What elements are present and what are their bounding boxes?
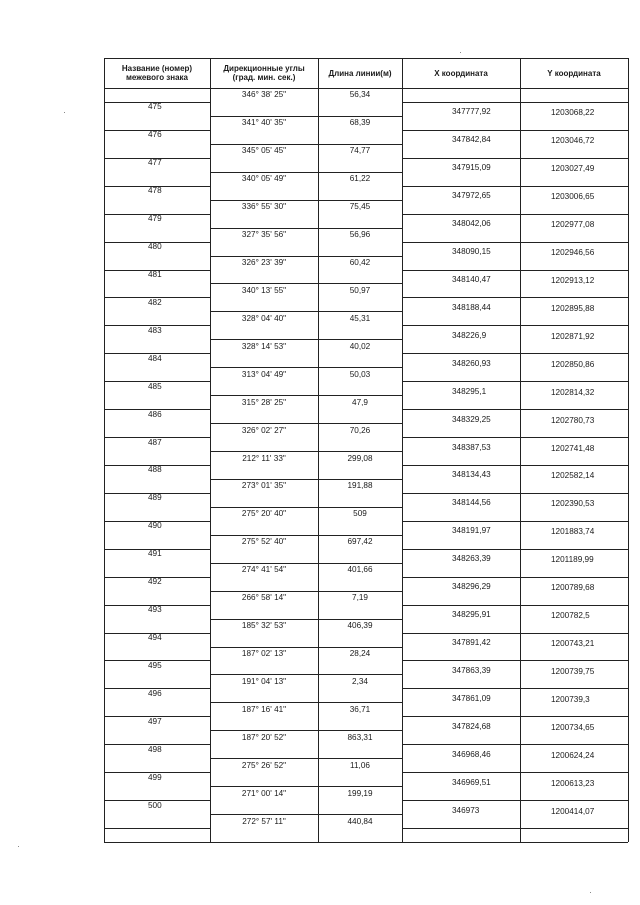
direction-angle-cell: 336° 55' 30" (241, 202, 287, 212)
point-name-cell: 477 (148, 158, 162, 168)
direction-angle-cell: 275° 20' 40" (241, 509, 287, 519)
point-name-cell: 490 (148, 521, 162, 531)
x-coordinate-cell: 347891,42 (452, 638, 491, 648)
x-coordinate-cell: 348191,97 (452, 526, 491, 536)
header-point-name: Название (номер) межевого знака (121, 64, 193, 82)
y-coordinate-cell: 1203046,72 (551, 136, 595, 146)
line-length-cell: 440,84 (347, 816, 373, 826)
line-length-cell: 74,77 (349, 146, 371, 156)
column-rule-1 (210, 58, 211, 842)
line-length-cell: 47,9 (352, 397, 368, 407)
point-name-cell: 489 (148, 493, 162, 503)
segment-row-rule (210, 507, 402, 508)
y-coordinate-cell: 1202814,32 (551, 387, 595, 397)
x-coordinate-cell: 348263,39 (452, 554, 491, 564)
x-coordinate-cell: 348329,25 (452, 414, 491, 424)
segment-row-rule (210, 116, 402, 117)
direction-angle-cell: 274° 41' 54" (241, 565, 287, 575)
direction-angle-cell: 328° 14' 53" (241, 341, 287, 351)
direction-angle-cell: 341° 40' 35" (241, 118, 287, 128)
coord-row-rule (402, 409, 628, 410)
coord-row-rule (402, 325, 628, 326)
header-y-coordinate: Y координата (547, 68, 601, 78)
direction-angle-cell: 187° 16' 41" (241, 704, 287, 714)
coord-row-rule (402, 297, 628, 298)
coord-row-rule (402, 186, 628, 187)
line-length-cell: 299,08 (347, 453, 373, 463)
segment-row-rule (210, 200, 402, 201)
line-length-cell: 75,45 (349, 202, 371, 212)
header-bottom-rule (104, 88, 628, 89)
x-coordinate-cell: 347863,39 (452, 665, 491, 675)
x-coordinate-cell: 348295,91 (452, 610, 491, 620)
y-coordinate-cell: 1202977,08 (551, 220, 595, 230)
line-length-cell: 406,39 (347, 621, 373, 631)
segment-row-rule (210, 479, 402, 480)
x-coordinate-cell: 348140,47 (452, 275, 491, 284)
direction-angle-cell: 275° 52' 40" (241, 537, 287, 547)
segment-row-rule (210, 535, 402, 536)
coord-row-rule (402, 102, 628, 103)
line-length-cell: 68,39 (349, 118, 371, 128)
y-coordinate-cell: 1203027,49 (551, 164, 595, 174)
y-coordinate-cell: 1201189,99 (551, 555, 594, 565)
segment-row-rule (210, 758, 402, 759)
line-length-cell: 56,96 (349, 230, 371, 240)
segment-row-rule (210, 172, 402, 173)
segment-row-rule (210, 702, 402, 703)
point-name-cell: 498 (148, 744, 162, 754)
point-name-cell: 484 (148, 353, 162, 363)
line-length-cell: 863,31 (347, 732, 373, 742)
x-coordinate-cell: 347777,92 (452, 107, 491, 117)
table-bottom-rule (104, 842, 628, 843)
x-coordinate-cell: 348226,9 (452, 330, 487, 340)
y-coordinate-cell: 1202946,56 (551, 248, 595, 258)
point-name-cell: 497 (148, 716, 162, 726)
line-length-cell: 28,24 (349, 649, 371, 658)
x-coordinate-cell: 347861,09 (452, 693, 491, 703)
coord-row-rule (402, 493, 628, 494)
line-length-cell: 45,31 (349, 313, 371, 323)
column-rule-5 (628, 58, 629, 842)
segment-row-rule (210, 367, 402, 368)
point-name-cell: 482 (148, 297, 162, 307)
y-coordinate-cell: 1200789,68 (551, 583, 595, 593)
x-coordinate-cell: 346968,46 (452, 749, 491, 759)
x-coordinate-cell: 346973 (452, 805, 480, 815)
line-length-cell: 509 (353, 509, 367, 519)
y-coordinate-cell: 1202741,48 (551, 443, 595, 453)
line-length-cell: 50,03 (349, 369, 371, 379)
direction-angle-cell: 346° 38' 25" (241, 90, 287, 100)
line-length-cell: 70,26 (349, 425, 371, 435)
direction-angle-cell: 326° 23' 39" (241, 258, 287, 268)
segment-row-rule (210, 311, 402, 312)
point-name-cell: 493 (148, 605, 162, 615)
segment-row-rule (210, 451, 402, 452)
point-name-cell: 478 (148, 186, 162, 196)
point-name-cell: 481 (148, 270, 162, 279)
direction-angle-cell: 275° 26' 52" (241, 760, 287, 770)
header-direction-angle: Дирекционные углы (град. мин. сек.) (223, 64, 305, 82)
point-name-cell: 487 (148, 437, 162, 447)
point-name-cell: 495 (148, 660, 162, 670)
name-row-rule (104, 828, 210, 829)
point-name-cell: 488 (148, 465, 162, 475)
column-rule-3 (402, 58, 403, 842)
segment-row-rule (210, 619, 402, 620)
coord-row-rule (402, 242, 628, 243)
segment-row-rule (210, 228, 402, 229)
coord-row-rule (402, 381, 628, 382)
direction-angle-cell: 340° 13' 55" (241, 285, 287, 295)
coord-row-rule (402, 577, 628, 578)
x-coordinate-cell: 348260,93 (452, 358, 491, 368)
coord-row-rule (402, 633, 628, 634)
point-name-cell: 475 (148, 102, 162, 112)
segment-row-rule (210, 647, 402, 648)
coord-row-rule (402, 688, 628, 689)
y-coordinate-cell: 1203006,65 (551, 192, 595, 202)
direction-angle-cell: 326° 02' 27" (241, 425, 287, 435)
point-name-cell: 485 (148, 381, 162, 391)
coord-row-rule (402, 772, 628, 773)
coord-row-rule (402, 660, 628, 661)
x-coordinate-cell: 348188,44 (452, 302, 491, 312)
coord-row-rule (402, 353, 628, 354)
coord-row-rule (402, 744, 628, 745)
segment-row-rule (210, 283, 402, 284)
direction-angle-cell: 313° 04' 49" (241, 369, 287, 379)
direction-angle-cell: 340° 05' 49" (241, 174, 287, 184)
line-length-cell: 2,34 (352, 676, 368, 686)
coord-row-rule (402, 800, 628, 801)
y-coordinate-cell: 1200414,07 (551, 806, 595, 816)
line-length-cell: 7,19 (352, 593, 368, 603)
coord-row-rule (402, 437, 628, 438)
point-name-cell: 476 (148, 130, 162, 140)
direction-angle-cell: 328° 04' 40" (241, 313, 287, 323)
x-coordinate-cell: 347972,65 (452, 191, 491, 201)
point-name-cell: 500 (148, 800, 162, 810)
y-coordinate-cell: 1202871,92 (551, 331, 595, 341)
direction-angle-cell: 185° 32' 53" (241, 621, 287, 631)
line-length-cell: 36,71 (349, 704, 371, 714)
y-coordinate-cell: 1200739,75 (551, 666, 595, 676)
point-name-cell: 494 (148, 633, 162, 643)
y-coordinate-cell: 1202895,88 (551, 303, 595, 313)
line-length-cell: 199,19 (347, 788, 373, 798)
direction-angle-cell: 327° 35' 56" (241, 230, 287, 240)
direction-angle-cell: 271° 00' 14" (241, 788, 287, 798)
segment-row-rule (210, 339, 402, 340)
y-coordinate-cell: 1202390,53 (551, 499, 595, 509)
segment-row-rule (210, 395, 402, 396)
direction-angle-cell: 187° 02' 13" (241, 649, 287, 658)
coord-row-rule (402, 521, 628, 522)
coord-row-rule (402, 158, 628, 159)
y-coordinate-cell: 1200743,21 (551, 639, 595, 649)
column-rule-4 (520, 58, 521, 842)
x-coordinate-cell: 346969,51 (452, 777, 491, 787)
coord-row-rule (402, 130, 628, 131)
coord-row-rule (402, 549, 628, 550)
coord-row-rule (402, 716, 628, 717)
x-coordinate-cell: 347824,68 (452, 721, 491, 731)
direction-angle-cell: 187° 20' 52" (241, 732, 287, 742)
point-name-cell: 499 (148, 772, 162, 782)
segment-row-rule (210, 730, 402, 731)
line-length-cell: 401,66 (347, 565, 373, 575)
header-line-length: Длина линии(м) (328, 68, 392, 78)
y-coordinate-cell: 1200624,24 (551, 750, 595, 760)
line-length-cell: 60,42 (349, 258, 371, 268)
header-x-coordinate: X координата (434, 68, 488, 78)
point-name-cell: 491 (148, 549, 162, 559)
coord-row-rule (402, 605, 628, 606)
table-top-rule (104, 58, 628, 59)
column-rule-0 (104, 58, 105, 842)
y-coordinate-cell: 1200739,3 (551, 694, 590, 704)
line-length-cell: 56,34 (349, 90, 371, 100)
direction-angle-cell: 191° 04' 13" (241, 676, 287, 686)
x-coordinate-cell: 348042,06 (452, 219, 491, 229)
x-coordinate-cell: 348295,1 (452, 386, 487, 396)
y-coordinate-cell: 1203068,22 (551, 108, 595, 118)
point-name-cell: 480 (148, 242, 162, 252)
direction-angle-cell: 345° 05' 45" (241, 146, 287, 156)
direction-angle-cell: 266° 58' 14" (241, 593, 287, 603)
line-length-cell: 61,22 (349, 174, 371, 184)
y-coordinate-cell: 1202913,12 (551, 276, 595, 285)
y-coordinate-cell: 1201883,74 (551, 527, 595, 537)
direction-angle-cell: 212° 11' 33" (242, 453, 286, 463)
segment-row-rule (210, 674, 402, 675)
direction-angle-cell: 273° 01' 35" (241, 481, 287, 491)
x-coordinate-cell: 347842,84 (452, 135, 491, 145)
point-name-cell: 479 (148, 214, 162, 224)
y-coordinate-cell: 1202582,14 (551, 471, 595, 481)
segment-row-rule (210, 423, 402, 424)
segment-row-rule (210, 256, 402, 257)
direction-angle-cell: 272° 57' 11" (242, 816, 286, 826)
x-coordinate-cell: 348387,53 (452, 442, 491, 452)
point-name-cell: 486 (148, 409, 162, 419)
segment-row-rule (210, 144, 402, 145)
coord-row-rule (402, 828, 628, 829)
point-name-cell: 496 (148, 688, 162, 698)
direction-angle-cell: 315° 28' 25" (241, 397, 287, 407)
x-coordinate-cell: 348144,56 (452, 498, 491, 508)
segment-row-rule (210, 814, 402, 815)
segment-row-rule (210, 786, 402, 787)
y-coordinate-cell: 1200782,5 (551, 611, 590, 621)
x-coordinate-cell: 348296,29 (452, 582, 491, 592)
line-length-cell: 11,06 (350, 760, 370, 770)
line-length-cell: 50,97 (349, 285, 371, 295)
coord-row-rule (402, 270, 628, 271)
y-coordinate-cell: 1200734,65 (551, 722, 595, 732)
y-coordinate-cell: 1202850,86 (551, 359, 595, 369)
column-rule-2 (318, 58, 319, 842)
point-name-cell: 492 (148, 577, 162, 587)
y-coordinate-cell: 1202780,73 (551, 415, 595, 425)
x-coordinate-cell: 347915,09 (452, 163, 491, 173)
x-coordinate-cell: 348134,43 (452, 470, 491, 480)
x-coordinate-cell: 348090,15 (452, 247, 491, 257)
coord-row-rule (402, 465, 628, 466)
line-length-cell: 697,42 (347, 537, 373, 547)
y-coordinate-cell: 1200613,23 (551, 778, 595, 788)
segment-row-rule (210, 563, 402, 564)
segment-row-rule (210, 591, 402, 592)
line-length-cell: 40,02 (349, 341, 371, 351)
line-length-cell: 191,88 (347, 481, 373, 491)
coord-row-rule (402, 214, 628, 215)
point-name-cell: 483 (148, 325, 162, 335)
